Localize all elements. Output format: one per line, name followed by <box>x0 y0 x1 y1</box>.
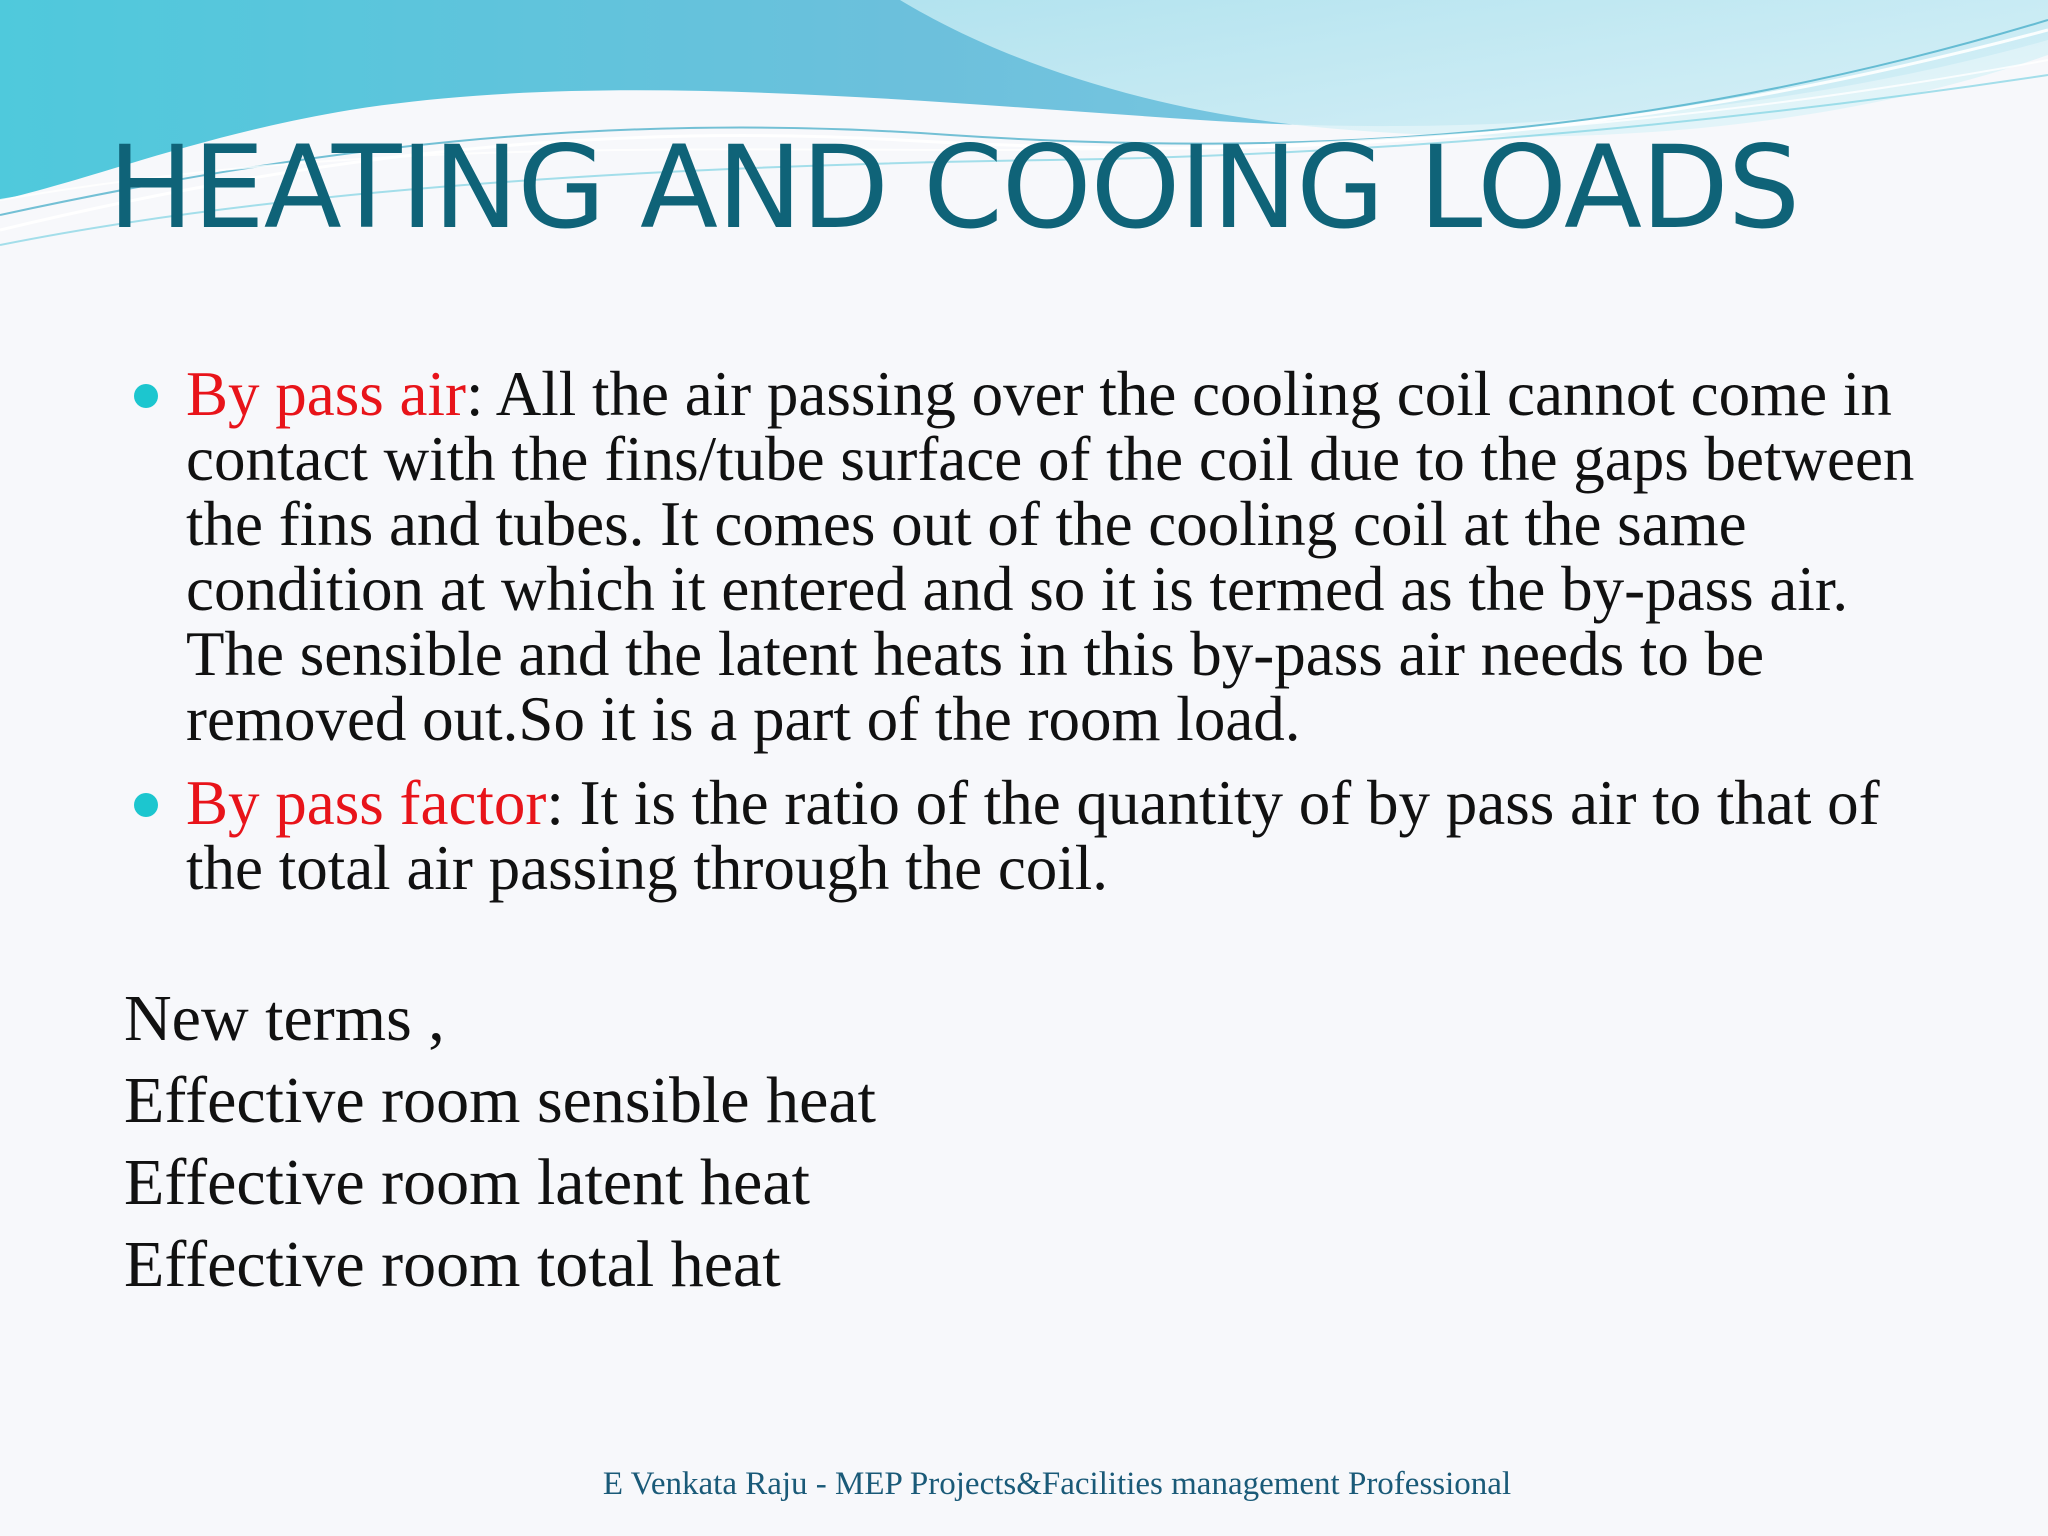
bullet-dot-icon <box>134 384 158 408</box>
slide-footer: E Venkata Raju - MEP Projects&Facilities management Professional <box>602 1466 1512 1502</box>
bullet-item-by-pass-factor <box>186 768 1946 903</box>
new-terms-block <box>124 978 876 1306</box>
bullet-dot-icon <box>134 793 158 817</box>
bullet-term: By pass factor <box>186 768 547 838</box>
bullet-list <box>186 359 1946 920</box>
bullet-text: : All the air passing over the cooling coil cannot come in contact with the fins/tube surface of the coil due to the gaps between the fins and tubes. It comes out of the cooling coil at the same condition at which it entered and so it is termed as the by-pass air. The sensible and the latent heats in this by-pass air needs to be removed out.So it is a part of the room load. <box>186 359 1915 754</box>
new-term-item: Effective room sensible heat <box>124 1064 877 1137</box>
new-term-item: Effective room latent heat <box>124 1146 810 1219</box>
bullet-text: : It is the ratio of the quantity of by pass air to that of the total air passing through the coil. <box>186 768 1880 903</box>
new-terms-heading: New terms , <box>124 982 445 1055</box>
new-term-item: Effective room total heat <box>124 1228 781 1301</box>
slide-title: HEATING AND COOING LOADS <box>108 121 1800 254</box>
bullet-term: By pass air <box>186 359 466 429</box>
bullet-item-by-pass-air <box>186 359 1946 754</box>
